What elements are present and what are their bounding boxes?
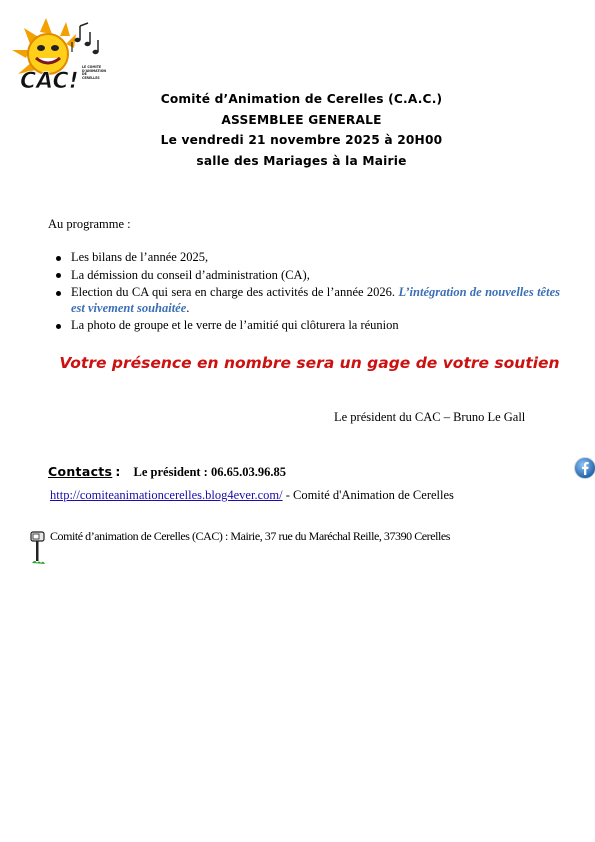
header-date: Le vendredi 21 novembre 2025 à 20H00 bbox=[160, 133, 443, 147]
cac-logo bbox=[10, 14, 108, 94]
contacts-colon: : bbox=[115, 464, 121, 479]
list-item: La photo de groupe et le verre de l’amitié qui clôturera la réunion bbox=[54, 318, 560, 334]
list-item: La démission du conseil d’administration (CA), bbox=[54, 268, 560, 284]
signature: Le président du CAC – Bruno Le Gall bbox=[334, 410, 526, 424]
slogan: Votre présence en nombre sera un gage de votre soutien bbox=[59, 354, 560, 372]
list-item: Election du CA qui sera en charge des activités de l’année 2026. L’intégration de nouvelles têtes est vivement souhaitée. bbox=[54, 285, 560, 316]
contacts-line bbox=[48, 464, 286, 480]
address: Comité d’animation de Cerelles (CAC) : Mairie, 37 rue du Maréchal Reille, 37390 Cerelles bbox=[50, 529, 450, 543]
list-item: Les bilans de l’année 2025, bbox=[54, 250, 560, 266]
logo-caption: LE COMITE D'ANIMATION DE CERELLES bbox=[82, 65, 107, 80]
president-phone: Le président : 06.65.03.96.85 bbox=[133, 465, 286, 479]
facebook-icon[interactable] bbox=[574, 456, 595, 480]
header-subtitle: ASSEMBLEE GENERALE bbox=[221, 112, 382, 127]
emphasis-text: L’intégration de nouvelles têtes est vivement souhaitée bbox=[71, 285, 560, 315]
website-link[interactable]: http://comiteanimationcerelles.blog4ever.com/ bbox=[50, 488, 283, 502]
header bbox=[0, 89, 595, 171]
cac-sun-logo-icon bbox=[10, 14, 108, 94]
program-list bbox=[54, 250, 560, 336]
website-line bbox=[50, 488, 454, 503]
contacts-label: Contacts bbox=[48, 464, 113, 479]
program-intro: Au programme : bbox=[48, 217, 131, 231]
website-suffix: - Comité d'Animation de Cerelles bbox=[282, 488, 454, 502]
logo-text: CAC! bbox=[20, 69, 79, 94]
header-location: salle des Mariages à la Mairie bbox=[196, 153, 407, 168]
mailbox-icon bbox=[28, 530, 50, 566]
header-title: Comité d’Animation de Cerelles (C.A.C.) bbox=[160, 92, 443, 106]
